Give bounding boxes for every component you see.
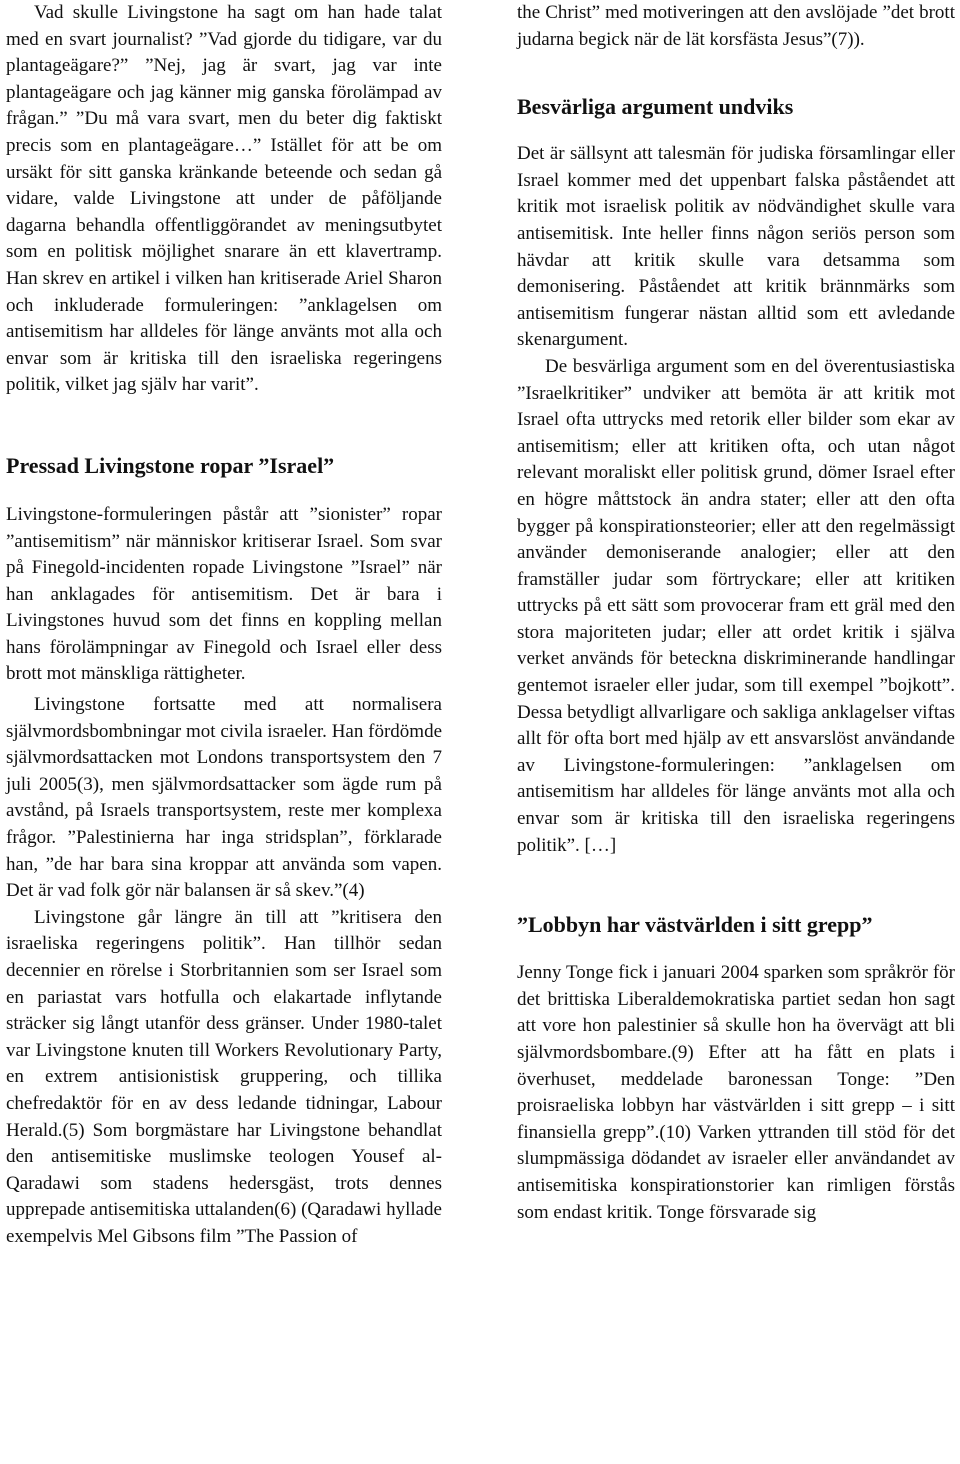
- body-paragraph: Det är sällsynt att talesmän för judiska församlingar eller Israel kommer med det uppenbart falska påståendet att kritik mot israelisk politik av nödvändighet skulle vara antisemitisk. Inte heller finns någon seriös person som hävdar att kritik skulle vara detsamma som demonisering. Påståendet att kritik brännmärks som antisemitism fungerar nästan alltid som ett avledande skenargument.: [517, 143, 955, 351]
- body-paragraph: Livingstone går längre än till att ”kritisera den israeliska regeringens politik”. Han tillhör sedan decennier en rörelse i Storbritannien som ser Israel som en pariastat vars hotfulla och elakartade inflytande sträcker sig långt utanför dess gränser. Under 1980-talet var Livingstone knuten till Workers Revolutionary Party, en extrem antisionistisk gruppering, och tillika chefredaktör för en av dess ledande tidningar, Labour Herald.(5) Som borgmästare har Livingstone behandlat den antisemitiske muslimske teologen Yousef al-Qaradawi som stadens hedersgäst, trots dennes upprepade antisemitiska uttalanden(6) (Qaradawi hyllade exempelvis Mel Gibsons film ”The Passion of: [6, 906, 442, 1247]
- section-heading: ”Lobbyn har västvärlden i sitt grepp”: [517, 912, 873, 938]
- body-paragraph: Jenny Tonge fick i januari 2004 sparken som språkrör för det brittiska Liberaldemokratiska partiet sedan hon sagt att vore hon palestinier så skulle hon ha övervägt att bli självmordsbombare.(9) Efter att ha fått en plats i överhuset, meddelade baronessan Tonge: ”Den proisraeliska lobbyn har västvärlden i sitt grepp – i sitt finansiella grepp”.(10) Varken yttranden till stöd för det slumpmässiga dödandet av israeler eller användandet av antisemitiska konspirationstorier kan rimligen förstås som endast kritik. Tonge försvarade sig: [517, 962, 955, 1223]
- body-paragraph: Livingstone-formuleringen påstår att ”sionister” ropar ”antisemitism” när människor kritiserar Israel. Som svar på Finegold-incidenten ropade Livingstone ”Israel” när han anklagades för antisemitism. Det är bara i Livingstones huvud som det finns en koppling mellan hans förolämpningar av Finegold och Israel eller dess brott mot mänskliga rättigheter.: [6, 503, 442, 685]
- left-column: [6, 0, 442, 1251]
- body-paragraph: De besvärliga argument som en del överentusiastiska ”Israelkritiker” undviker att bemöta är att kritik mot Israel ofta uttrycks med retorik eller bilder som ekar av antisemitism; eller att kritiken ofta, och utan något relevant moraliskt eller politisk grund, dömer Israel efter en högre måttstock än andra stater; eller att den ofta bygger på konspirationsteorier; eller att den regelmässigt använder demoniserande analogier; eller att den framställer judar som förtryckare; eller att kritiken uttrycks på ett sätt som provocerar fram ett gräl med den stora majoriteten judar; eller att ordet kritik i själva verket används för beteckna diskriminerande handlingar gentemot israeler eller judar, som till exempel ”bojkott”. Dessa betydligt allvarligare och sakliga anklagelser viftas allt för ofta bort med hjälp av ett ansvarslöst användande av Livingstone-formuleringen: ”anklagelsen om antisemitism har alldeles för länge använts mot alla och envar som är kritiska till den israeliska regeringens politik”. […]: [517, 355, 955, 856]
- section-heading: Besvärliga argument undviks: [517, 94, 794, 120]
- section-heading: Pressad Livingstone ropar ”Israel”: [6, 452, 335, 478]
- right-column: [517, 0, 955, 1226]
- body-paragraph: Livingstone fortsatte med att normalisera självmordsbombningar mot civila israeler. Han fördömde självmordsattacken mot Londons transportsystem den 7 juli 2005(3), men självmordsattacker som ägde rum på avstånd, på Israels transportsystem, reste mer komplexa frågor. ”Palestinierna har inga stridsplan”, förklarade han, ”de har bara sina kroppar att använda som vapen. Det är vad folk gör när balansen är så skev.”(4): [6, 694, 442, 902]
- body-paragraph: Vad skulle Livingstone ha sagt om han hade talat med en svart journalist? ”Vad gjorde du tidigare, var du plantageägare?” ”Nej, jag är svart, jag var inte plantageägare och jag känner mig ganska förolämpad av frågan.” ”Du må vara svart, men du beter dig faktiskt precis som en plantageägare…” Istället för att be om ursäkt för sitt ganska kränkande beteende och sedan gå vidare, valde Livingstone att under de påföljande dagarna behandla offentliggörandet av meningsutbytet som en politisk möjlighet snarare än ett klavertramp. Han skrev en artikel i vilken han kritiserade Ariel Sharon och inkluderade formuleringen: ”anklagelsen om antisemitism har alldeles för länge använts mot alla och envar som är kritiska till den israeliska regeringens politik, vilket jag själv har varit”.: [6, 2, 442, 396]
- body-paragraph: the Christ” med motiveringen att den avslöjade ”det brott judarna begick när de lät korsfästa Jesus”(7)).: [517, 2, 955, 50]
